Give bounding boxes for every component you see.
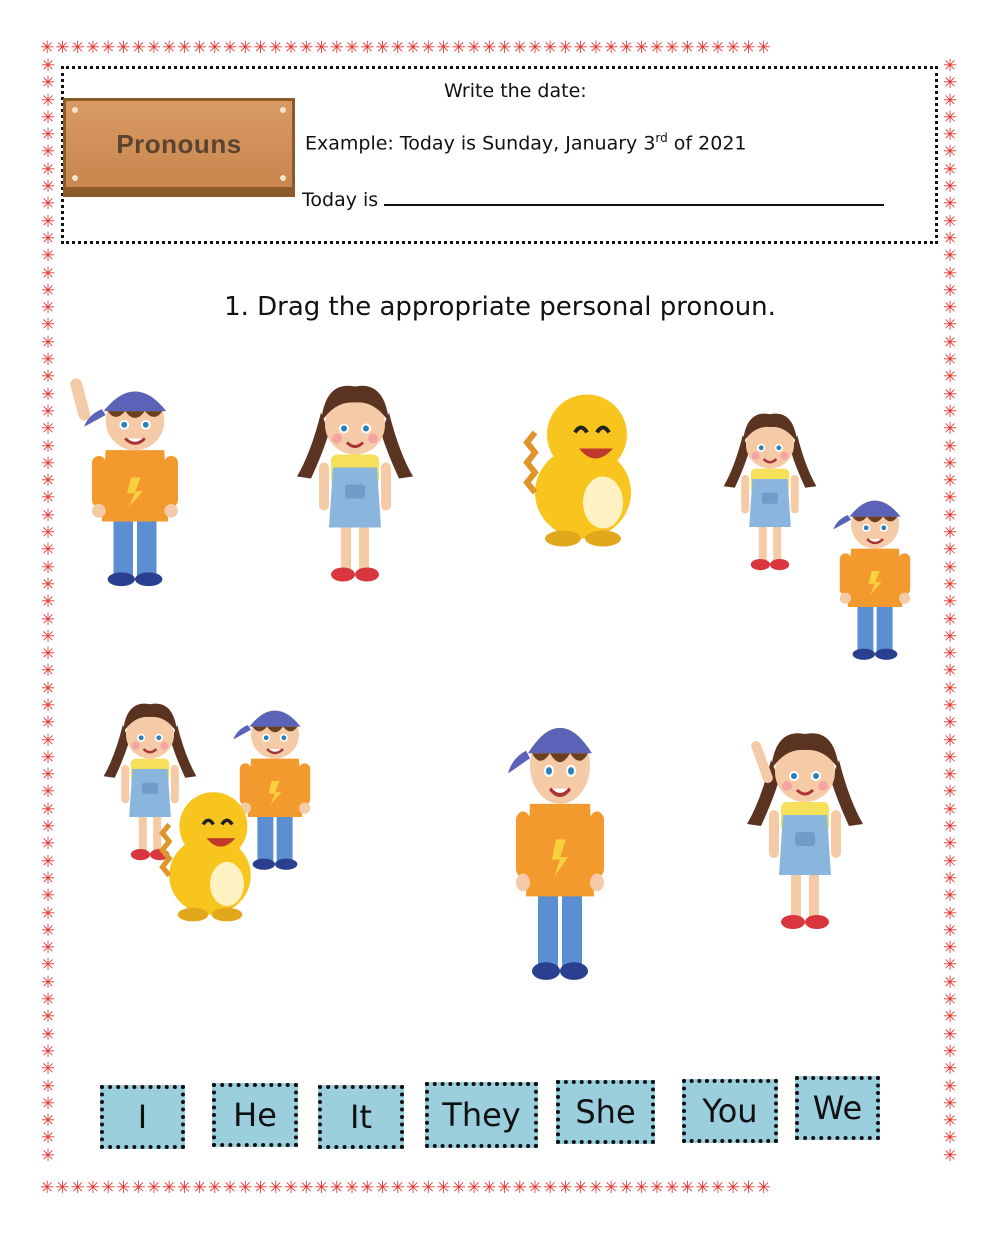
picture-group-they [80,670,340,924]
picture-girl-and-boy [705,385,935,659]
star-border-top: ✳✳✳✳✳✳✳✳✳✳✳✳✳✳✳✳✳✳✳✳✳✳✳✳✳✳✳✳✳✳✳✳✳✳✳✳✳✳✳✳✳✳✳✳✳✳✳✳ [40,40,772,57]
picture-girl-pointing [290,370,420,594]
tile-you[interactable]: You [682,1079,778,1143]
plaque-title: Pronouns [116,128,242,159]
star-border-right: ✳ ✳ ✳ ✳ ✳ ✳ ✳ ✳ ✳ ✳ ✳ ✳ ✳ ✳ ✳ ✳ ✳ ✳ ✳ ✳ ✳ ✳ ✳ ✳ ✳ ✳ ✳ ✳ ✳ ✳ ✳ ✳ ✳ ✳ ✳ ✳ ✳ ✳ ✳ ✳ ✳ ✳ ✳ ✳ ✳ ✳ ✳ ✳ ✳ ✳ ✳ ✳ ✳ ✳ ✳ ✳ ✳ ✳ ✳ ✳ ✳ ✳ ✳ ✳ [942,58,958,1166]
tile-she[interactable]: She [556,1080,655,1144]
tile-we[interactable]: We [795,1076,880,1140]
pronouns-plaque [63,98,295,190]
tile-i[interactable]: I [100,1085,185,1149]
star-border-bottom: ✳✳✳✳✳✳✳✳✳✳✳✳✳✳✳✳✳✳✳✳✳✳✳✳✳✳✳✳✳✳✳✳✳✳✳✳✳✳✳✳✳✳✳✳✳✳✳✳ [40,1180,772,1197]
tile-it[interactable]: It [318,1085,404,1149]
today-label: Today is [302,189,379,211]
tile-he[interactable]: He [212,1083,298,1147]
picture-dinosaur [518,385,648,559]
example-line: Example: Today is Sunday, January 3rd of 2021 [305,131,747,155]
instruction: 1. Drag the appropriate personal pronoun. [224,292,776,322]
star-border-left: ✳ ✳ ✳ ✳ ✳ ✳ ✳ ✳ ✳ ✳ ✳ ✳ ✳ ✳ ✳ ✳ ✳ ✳ ✳ ✳ ✳ ✳ ✳ ✳ ✳ ✳ ✳ ✳ ✳ ✳ ✳ ✳ ✳ ✳ ✳ ✳ ✳ ✳ ✳ ✳ ✳ ✳ ✳ ✳ ✳ ✳ ✳ ✳ ✳ ✳ ✳ ✳ ✳ ✳ ✳ ✳ ✳ ✳ ✳ ✳ ✳ ✳ ✳ ✳ [40,58,56,1166]
tile-they[interactable]: They [425,1082,538,1148]
write-date-label: Write the date: [444,80,587,102]
picture-girl-waving [730,715,880,939]
today-line [302,184,884,211]
picture-boy [495,700,625,989]
date-input-line[interactable] [384,184,884,206]
picture-boy-waving [70,370,200,594]
